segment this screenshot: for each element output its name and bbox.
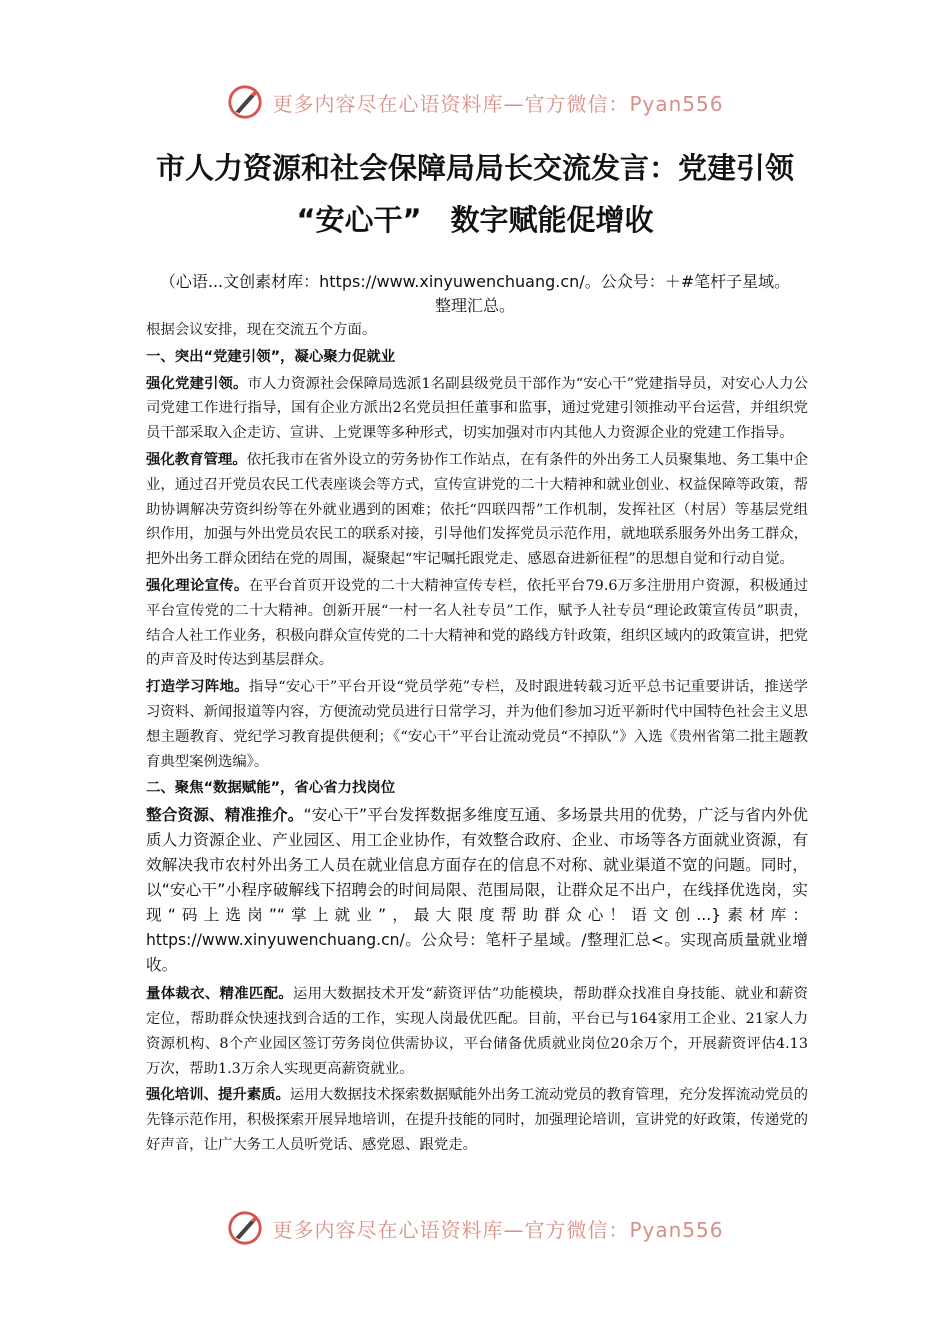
paragraph-4 <box>146 675 808 774</box>
banner-text: 更多内容尽在心语资料库—官方微信：Pyan556 <box>272 91 724 116</box>
brush-logo-icon <box>226 83 264 121</box>
paragraph-2-lead: 强化教育管理。 <box>146 451 247 468</box>
paragraph-6 <box>146 982 808 1081</box>
paragraph-2 <box>146 448 808 572</box>
page-title-line-1: 市人力资源和社会保障局局长交流发言：党建引领 <box>155 151 794 185</box>
paragraph-5-body: “安心干”平台发挥数据多维度互通、多场景共用的优势，广泛与省内外优质人力资源企业、产业园区、用工企业协作，有效整合政府、企业、市场等各方面就业资源，有效解决我市农村外出务工人员在就业信息方面存在的信息不对称、就业渠道不宽的问题。同时，以“安心干”小程序破解线下招聘会的时间局限、范围局限，让群众足不出户，在线择优选岗，实现“码上选岗”“掌上就业”，最大限度帮助群众心！语文创...}素材库：https://www.xinyuwenchuang.cn/。公众号：笔杆子星域。/整理汇总<。实现高质量就业增收。 <box>146 806 808 975</box>
document-body <box>146 318 808 1160</box>
paragraph-6-lead: 量体裁衣、精准匹配。 <box>146 986 294 1003</box>
paragraph-3-lead: 强化理论宣传。 <box>146 577 249 594</box>
brush-logo-icon <box>226 1209 264 1247</box>
page-title-line-2: “安心干” 数字赋能促增收 <box>296 203 654 237</box>
paragraph-7 <box>146 1083 808 1157</box>
source-note-line-2: 整理汇总。 <box>434 296 515 315</box>
paragraph-6-body: 运用大数据技术开发“薪资评估”功能模块，帮助群众找准自身技能、就业和薪资定位，帮助群众快速找到合适的工作，实现人岗最优匹配。目前，平台已与164家用工企业、21家人力资源机构、8个产业园区签订劳务岗位供需协议，平台储备优质就业岗位20余万个，开展薪资评估4.13万次，帮助1.3万余人实现更高薪资就业。 <box>146 986 808 1077</box>
header-banner <box>0 80 950 124</box>
paragraph-1-body: 市人力资源社会保障局选派1名副县级党员干部作为“安心干”党建指导员，对安心人力公司党建工作进行指导，国有企业方派出2名党员担任董事和监事，通过党建引领推动平台运营，并组织党员干部采取入企走访、宣讲、上党课等多种形式，切实加强对市内其他人力资源企业的党建工作指导。 <box>146 375 808 442</box>
section-heading-1: 一、突出“党建引领”，凝心聚力促就业 <box>146 348 396 365</box>
paragraph-4-lead: 打造学习阵地。 <box>146 679 249 696</box>
footer-banner <box>0 1206 950 1250</box>
paragraph-1 <box>146 372 808 446</box>
paragraph-5-lead: 整合资源、精准推介。 <box>146 806 304 825</box>
paragraph-7-lead: 强化培训、提升素质。 <box>146 1087 290 1104</box>
source-note-line-1: （心语...文创素材库：https://www.xinyuwenchuang.cn/。公众号：＋#笔杆子星域。 <box>159 272 791 291</box>
paragraph-2-body: 依托我市在省外设立的劳务协作工作站点，在有条件的外出务工人员聚集地、务工集中企业，通过召开党员农民工代表座谈会等方式，宣传宣讲党的二十大精神和就业创业、权益保障等政策，帮助协调解决劳资纠纷等在外就业遇到的困难；依托“四联四帮”工作机制，发挥社区（村居）等基层党组织作用，加强与外出党员农民工的联系对接，引导他们发挥党员示范作用，就地联系服务外出务工群众，把外出务工群众团结在党的周围，凝聚起“牢记嘱托跟党走、感恩奋进新征程”的思想自觉和行动自觉。 <box>146 451 808 568</box>
paragraph-3 <box>146 574 808 673</box>
paragraph-1-lead: 强化党建引领。 <box>146 375 248 392</box>
source-note <box>60 270 890 318</box>
paragraph-4-body: 指导“安心干”平台开设“党员学苑”专栏，及时跟进转载习近平总书记重要讲话，推送学习资料、新闻报道等内容，方便流动党员进行日常学习，并为他们参加习近平新时代中国特色社会主义思想主题教育、党纪学习教育提供便利；《“安心干”平台让流动党员“不掉队”》入选《贵州省第二批主题教育典型案例选编》。 <box>146 679 808 770</box>
intro-paragraph: 根据会议安排，现在交流五个方面。 <box>146 322 377 338</box>
paragraph-7-body: 运用大数据技术探索数据赋能外出务工流动党员的教育管理，充分发挥流动党员的先锋示范作用，积极探索开展异地培训，在提升技能的同时，加强理论培训，宣讲党的好政策，传递党的好声音，让广大务工人员听党话、感党恩、跟党走。 <box>146 1087 808 1153</box>
paragraph-5 <box>146 803 808 978</box>
banner-text: 更多内容尽在心语资料库—官方微信：Pyan556 <box>272 1217 724 1242</box>
section-heading-2: 二、聚焦“数据赋能”，省心省力找岗位 <box>146 780 396 797</box>
paragraph-3-body: 在平台首页开设党的二十大精神宣传专栏，依托平台79.6万多注册用户资源，积极通过平台宣传党的二十大精神。创新开展“一村一名人社专员”工作，赋予人社专员“理论政策宣传员”职责，结合人社工作业务，积极向群众宣传党的二十大精神和党的路线方针政策，组织区域内的政策宣讲，把党的声音及时传达到基层群众。 <box>146 577 808 669</box>
